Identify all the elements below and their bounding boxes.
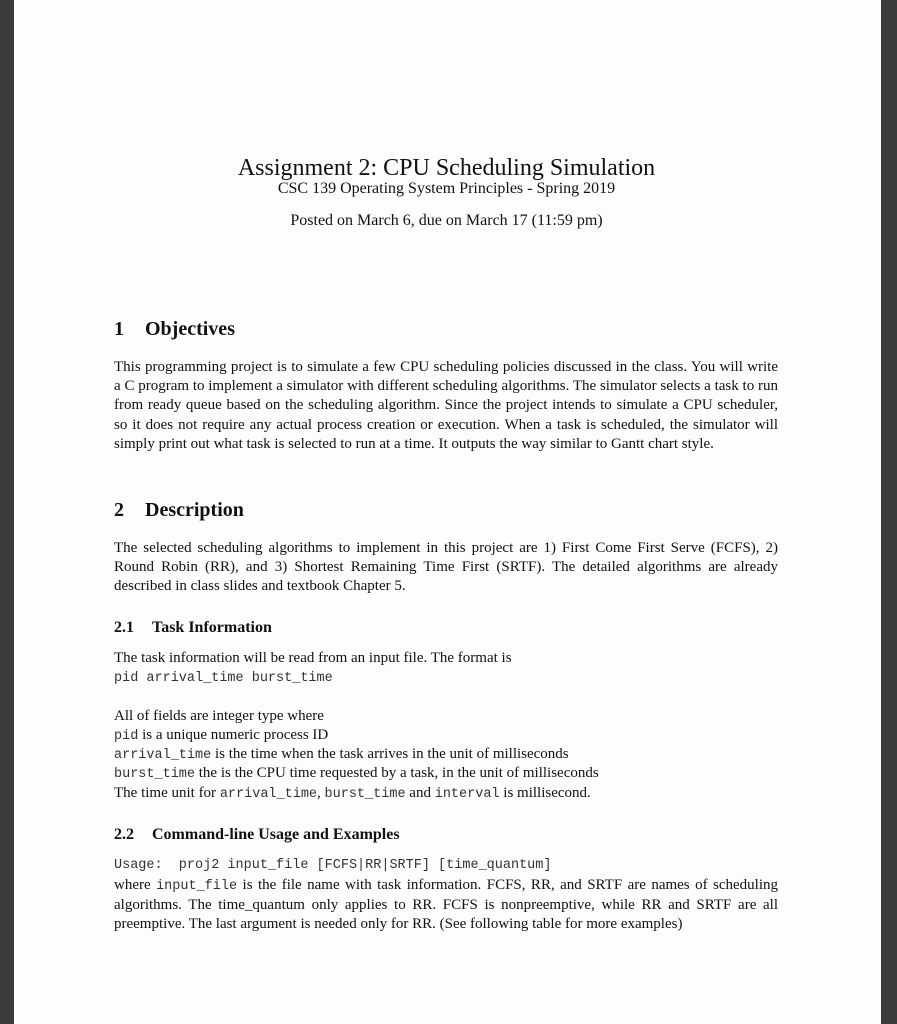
time-unit-code-burst: burst_time: [324, 787, 406, 802]
subsection-title: Command-line Usage and Examples: [152, 826, 400, 843]
section-heading-objectives: [114, 318, 235, 341]
subsection-number: 2.2: [114, 826, 134, 843]
time-unit-text: and: [405, 785, 435, 801]
usage-description: [114, 876, 778, 935]
course-subtitle: CSC 139 Operating System Principles - Spring 2019: [277, 180, 616, 197]
section-heading-description: [114, 499, 244, 522]
field-burst-code: burst_time: [114, 767, 196, 782]
subsection-heading-command-line-usage: [114, 826, 400, 844]
section-title: Description: [145, 499, 244, 521]
section-number: 2: [114, 499, 124, 521]
time-unit-text: ,: [317, 785, 325, 801]
subsection-heading-task-information: [114, 619, 272, 637]
field-arrival-line: [114, 745, 569, 766]
subsection-title: Task Information: [152, 619, 272, 636]
objectives-paragraph: This programming project is to simulate a few CPU scheduling policies discussed in the class. You will write a C program to implement a simulator with different scheduling algorithms. The simulator selects a task to run from ready queue based on the scheduling algorithm. Since the project intends to simulate a CPU scheduler, so it does not require any actual process creation or execution. When a task is scheduled, the simulator will simply print out what task is selected to run at a time. It outputs the way similar to Gantt chart style.: [114, 359, 778, 452]
time-unit-code-interval: interval: [434, 787, 500, 802]
time-unit-text: The time unit for: [114, 785, 220, 801]
time-unit-code-arrival: arrival_time: [219, 787, 318, 802]
field-pid-desc: is a unique numeric process ID: [138, 727, 329, 743]
fields-intro: All of fields are integer type where: [114, 708, 324, 724]
usage-line: Usage: proj2 input_file [FCFS|RR|SRTF] [time_quantum]: [114, 858, 552, 873]
posted-date: Posted on March 6, due on March 17 (11:59 pm): [290, 212, 603, 229]
field-pid-code: pid: [114, 729, 139, 744]
usage-desc-text: is the file name with task information. FCFS, RR, and SRTF are names of scheduling algorithms. The time_quantum only applies to RR. FCFS is nonpreemptive, while RR and SRTF are all preemptive. The last argument is needed only for RR. (See following table for more examples): [114, 877, 778, 933]
section-number: 1: [114, 318, 124, 340]
field-burst-desc: the is the CPU time requested by a task, in the unit of milliseconds: [195, 765, 599, 781]
field-burst-line: [114, 764, 599, 785]
section-title: Objectives: [145, 318, 235, 340]
field-arrival-desc: is the time when the task arrives in the unit of milliseconds: [211, 746, 569, 762]
task-info-intro: The task information will be read from an input file. The format is: [114, 650, 512, 666]
usage-desc-code: input_file: [156, 879, 238, 894]
document-page: [14, 0, 881, 1024]
input-format-line: pid arrival_time burst_time: [114, 671, 333, 686]
description-paragraph: The selected scheduling algorithms to implement in this project are 1) First Come First Serve (FCFS), 2) Round Robin (RR), and 3) Shortest Remaining Time First (SRTF). The detailed algorithms are already described in class slides and textbook Chapter 5.: [114, 540, 778, 595]
usage-desc-text: where: [114, 877, 157, 893]
field-pid-line: [114, 726, 328, 747]
time-unit-line: [114, 784, 591, 805]
document-title: Assignment 2: CPU Scheduling Simulation: [237, 155, 656, 181]
time-unit-text: is millisecond.: [499, 785, 591, 801]
field-arrival-code: arrival_time: [114, 748, 212, 763]
subsection-number: 2.1: [114, 619, 134, 636]
